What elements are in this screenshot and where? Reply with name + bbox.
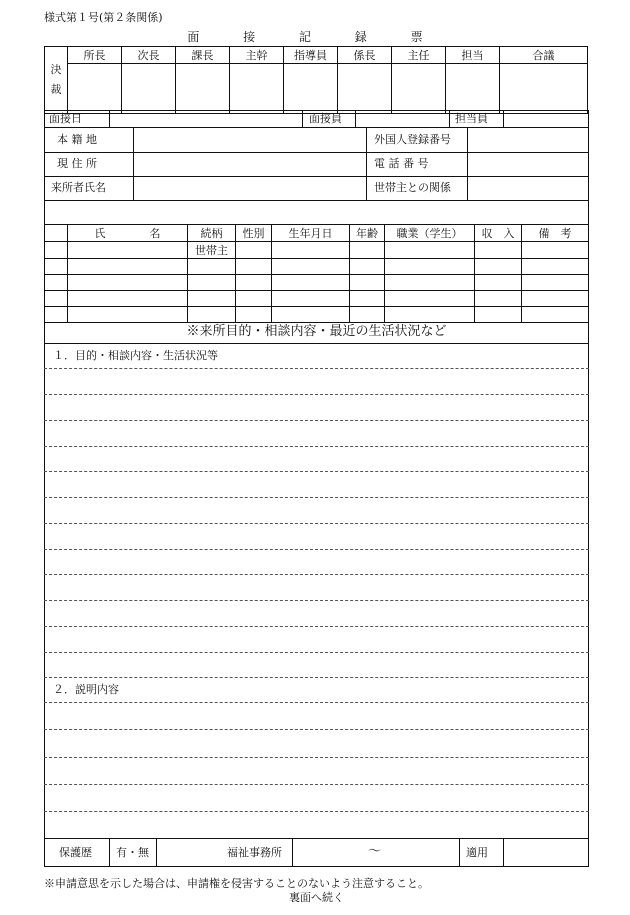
stamp-cell[interactable]: [392, 64, 446, 114]
role-deputy: 次長: [122, 47, 176, 64]
role-subsection-chief: 係長: [338, 47, 392, 64]
caution-note: ※申請意思を示した場合は、申請権を侵害することのないよう注意すること。: [44, 877, 429, 890]
address-label: 現 住 所: [57, 157, 97, 170]
header-sex: 性別: [236, 225, 272, 242]
table-row: [45, 259, 589, 275]
staff-label: 担当員: [455, 112, 488, 125]
blank-row-field[interactable]: [45, 201, 588, 223]
apply-field[interactable]: [504, 839, 588, 866]
apply-label: 適用: [466, 846, 488, 859]
section1-label: １．目的・相談内容・生活状況等: [53, 349, 218, 362]
history-label: 保護歴: [59, 846, 92, 859]
honseki-label: 本 籍 地: [57, 133, 97, 146]
stamp-cell[interactable]: [68, 64, 122, 114]
stamp-cell[interactable]: [176, 64, 230, 114]
role-supervisor: 主任: [392, 47, 446, 64]
stamp-cell[interactable]: [122, 64, 176, 114]
household-table: [44, 224, 589, 323]
purpose-header: ※来所目的・相談内容・最近の生活状況など: [186, 324, 447, 339]
stamp-cell[interactable]: [230, 64, 284, 114]
yes-no-option[interactable]: 有・無: [116, 846, 149, 859]
relation-label: 世帯主との関係: [374, 181, 451, 194]
foreign-reg-field[interactable]: [468, 128, 588, 151]
role-director: 所長: [68, 47, 122, 64]
header-income: 収 入: [475, 225, 522, 242]
header-notes: 備 考: [522, 225, 589, 242]
section2-textarea[interactable]: [45, 702, 588, 838]
header-age: 年齢: [350, 225, 385, 242]
stamp-cell[interactable]: [338, 64, 392, 114]
table-row: [45, 242, 589, 259]
interviewer-label: 面接員: [309, 112, 342, 125]
honseki-field[interactable]: [134, 128, 365, 151]
stamp-cell[interactable]: [284, 64, 338, 114]
continue-note: 裏面へ続く: [289, 891, 344, 904]
role-section-chief: 課長: [176, 47, 230, 64]
approval-table: [44, 46, 588, 114]
office-label: 福祉事務所: [227, 846, 282, 859]
staff-field[interactable]: [504, 111, 588, 127]
header-birthdate: 生年月日: [272, 225, 350, 242]
header-occupation: 職業（学生）: [385, 225, 475, 242]
table-row: [45, 307, 589, 323]
header-relation: 続柄: [188, 225, 236, 242]
role-consultation: 合議: [500, 47, 588, 64]
section2-label: ２．説明内容: [53, 683, 119, 696]
phone-field[interactable]: [468, 153, 588, 175]
visitor-name-field[interactable]: [134, 177, 365, 199]
approval-side-label: 決 裁: [45, 47, 68, 114]
header-name: 氏 名: [68, 225, 188, 242]
role-in-charge: 担当: [446, 47, 500, 64]
phone-label: 電 話 番 号: [374, 157, 429, 170]
page-title: 面 接 記 録 票: [187, 30, 443, 44]
stamp-cell[interactable]: [446, 64, 500, 114]
stamp-cell[interactable]: [500, 64, 588, 114]
foreign-reg-label: 外国人登録番号: [374, 133, 451, 146]
role-chief-officer: 主幹: [230, 47, 284, 64]
period-field[interactable]: [293, 839, 458, 866]
interview-date-label: 面接日: [49, 112, 82, 125]
form-number: 様式第１号(第２条関係): [44, 11, 163, 24]
role-instructor: 指導員: [284, 47, 338, 64]
address-field[interactable]: [134, 153, 365, 175]
interviewer-field[interactable]: [356, 111, 448, 127]
period-tilde: ～: [368, 844, 382, 859]
interview-date-field[interactable]: [110, 111, 301, 127]
visitor-name-label: 来所者氏名: [51, 181, 106, 194]
table-row: [45, 291, 589, 307]
relation-field[interactable]: [468, 177, 588, 199]
first-relation: 世帯主: [188, 242, 236, 259]
table-row: [45, 275, 589, 291]
